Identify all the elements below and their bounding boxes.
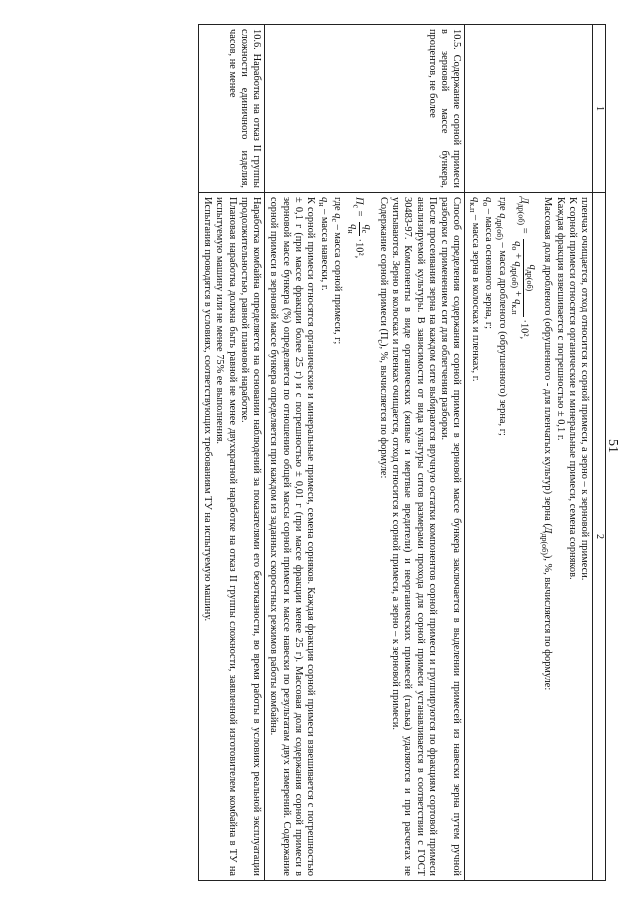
method-paragraph: Плановая наработка должна быть равной не менее двухкратной наработке на отказ II группы сложности, заявленной изготовителем комбайна в ТУ на испытуемую машину или не менее 75% ее выполнения. bbox=[214, 197, 238, 876]
column-header: 2 bbox=[593, 193, 606, 881]
formula-weed-impurity: $П_с$ = $q_с$ $q_н$ ·10², bbox=[345, 197, 374, 259]
method-paragraph: К сорной примеси относятся органические и минеральные примеси, семена сорняков. bbox=[566, 197, 578, 580]
formula-legend: где $q_{др(об)}$ – масса дробленого (обрушенного) зерна, г; bbox=[494, 197, 508, 436]
table-header-row bbox=[593, 25, 606, 881]
formula-fraction: $q_с$ $q_н$ bbox=[345, 224, 374, 234]
row-method-cell bbox=[198, 193, 264, 881]
formula-crushed-grain: $Д_{др(об)}$ = $q_{др(об)}$ $q_о + q_{др(об)} + q_{к.п}$ ·10², bbox=[510, 197, 538, 340]
method-paragraph: Каждая фракция взвешивается с погрешностью ± 0,1 г. bbox=[554, 197, 566, 441]
formula-legend: $q_{к.п}$ – масса зерна в колосках и пленках, г. bbox=[467, 197, 481, 382]
table-row-10-5 bbox=[265, 25, 465, 881]
method-paragraph: К сорной примеси относятся органические и минеральные примеси, семена сорняков. Каждая фракция сорной примеси взвешивается с погрешностью ± 0,1 г (при массе фракции более 25 г) и с погрешностью ± 0,01 г (при массе фракции менее 25 г). Массовая доля содержания сорной примеси в зерновой массе бункера (%) определяется по отношению общей массы сорной примеси к массе навески по результатам двух измерений. Содержание сорной примеси в зерновой массе бункера определяется при каждом из заданных скоростных режимов работы комбайна. bbox=[268, 197, 317, 876]
row-label-10-6: 10.6. Наработка на отказ II группы сложности единичного изделия, часов, не менее bbox=[198, 25, 264, 193]
row-label-10-5: 10.5. Содержание сорной примеси в зерновой массе бункера, процентов, не более bbox=[265, 25, 465, 193]
method-paragraph: Испытания проводятся в условиях, соответствующих требованиям ТУ на испытуемую машину. bbox=[202, 197, 214, 622]
formula-legend: $q_о$ – масса основного зерна, г; bbox=[481, 197, 495, 329]
table-row-10-6 bbox=[198, 25, 264, 881]
formula-legend: где $q_с$ – масса сорной примеси, г; bbox=[330, 197, 344, 345]
row-method-cell bbox=[465, 193, 593, 881]
method-paragraph: Содержание сорной примеси $(П_с)$, %, вычисляется по формуле: bbox=[375, 197, 389, 479]
row-method-cell bbox=[265, 193, 465, 881]
formula-legend: $q_н$ – масса навески, г. bbox=[316, 197, 330, 291]
rotated-page-area bbox=[46, 24, 606, 881]
method-paragraph: Наработка комбайна определяется на основании наблюдений за показателями его безотказности, во время работы в условиях реальной эксплуатации продолжительностью, равной плановой наработке. bbox=[238, 197, 263, 876]
method-paragraph: Способ определения содержания сорной примеси в зерновой массе бункера заключается в выделении примесей из навески зерна путем ручной разборки с применением сит для облегчения разборки. bbox=[439, 197, 463, 876]
formula-fraction: $q_{др(об)}$ $q_о + q_{др(об)} + q_{к.п}$ bbox=[510, 241, 538, 315]
row-label-empty bbox=[465, 25, 593, 193]
column-header: 1 bbox=[593, 25, 606, 193]
method-paragraph: После просеивания зерна на каждом сите выбираются вручную остатки компонентов сорной примеси и группируются по фракциям сортовой примеси анализируемой культуры. В зависимости от вида культуры ситов размерами прохода для сорной примеси устанавливается в соответствии с ГОСТ 30483-97. Компоненты в виде органических (живые и мертвые вредители) и неорганических примесей (галька) удаляются и при расчетах не учитываются. Зерно в колосках и пленках очищается, отход относится к сорной примеси, а зерно – к зерновой примеси. bbox=[389, 197, 438, 876]
method-paragraph: Массовая доля дробленого (обрушенного - для пленчатых культур) зерна $(Д_{др(об)})$, %, вычисляется по формуле: bbox=[540, 197, 554, 691]
content-area bbox=[46, 24, 606, 881]
page-number: 51 bbox=[605, 439, 620, 453]
table-row-continuation bbox=[465, 25, 593, 881]
requirements-table bbox=[198, 24, 606, 881]
method-paragraph: пленчах очищается, отход относится к сорной примеси, а зерно – к зерновой примеси. bbox=[579, 197, 591, 581]
